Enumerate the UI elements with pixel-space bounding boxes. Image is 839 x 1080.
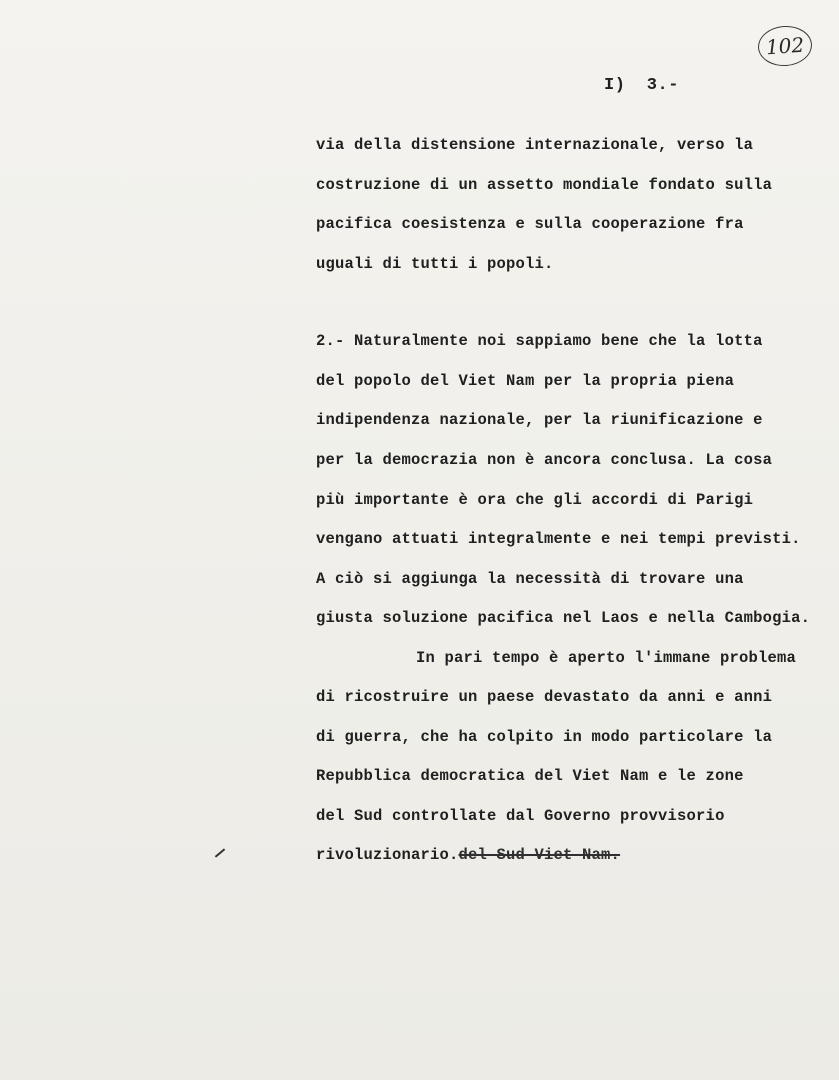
text-line: del popolo del Viet Nam per la propria piena (316, 372, 735, 390)
text-line: per la democrazia non è ancora conclusa. La cosa (316, 451, 773, 469)
text-line: vengano attuati integralmente e nei tempi previsti. (316, 530, 801, 548)
struck-through-text: del Sud Viet Nam. (458, 846, 621, 864)
text-line: A ciò si aggiunga la necessità di trovare una (316, 570, 744, 588)
text-line: In pari tempo è aperto l'immane problema (416, 649, 797, 667)
text-line: 2.- Naturalmente noi sappiamo bene che la lotta (316, 332, 763, 350)
pencil-margin-mark (215, 848, 225, 857)
page-header-reference: I) 3.- (604, 76, 679, 95)
text-line: più importante è ora che gli accordi di Parigi (316, 491, 754, 509)
text-line: di ricostruire un paese devastato da anni e anni (316, 688, 773, 706)
text-line: pacifica coesistenza e sulla cooperazione fra (316, 215, 744, 233)
text-line: Repubblica democratica del Viet Nam e le zone (316, 767, 744, 785)
last-text-line (316, 845, 620, 865)
last-line-text: rivoluzionario. (316, 846, 459, 864)
text-line: costruzione di un assetto mondiale fondato sulla (316, 176, 773, 194)
page-number-stamp: 102 (757, 24, 814, 68)
text-line: giusta soluzione pacifica nel Laos e nella Cambogia. (316, 609, 811, 627)
text-line: di guerra, che ha colpito in modo particolare la (316, 728, 773, 746)
text-line: indipendenza nazionale, per la riunificazione e (316, 411, 763, 429)
text-line: del Sud controllate dal Governo provvisorio (316, 807, 725, 825)
text-line: via della distensione internazionale, verso la (316, 136, 754, 154)
text-line: uguali di tutti i popoli. (316, 255, 554, 273)
